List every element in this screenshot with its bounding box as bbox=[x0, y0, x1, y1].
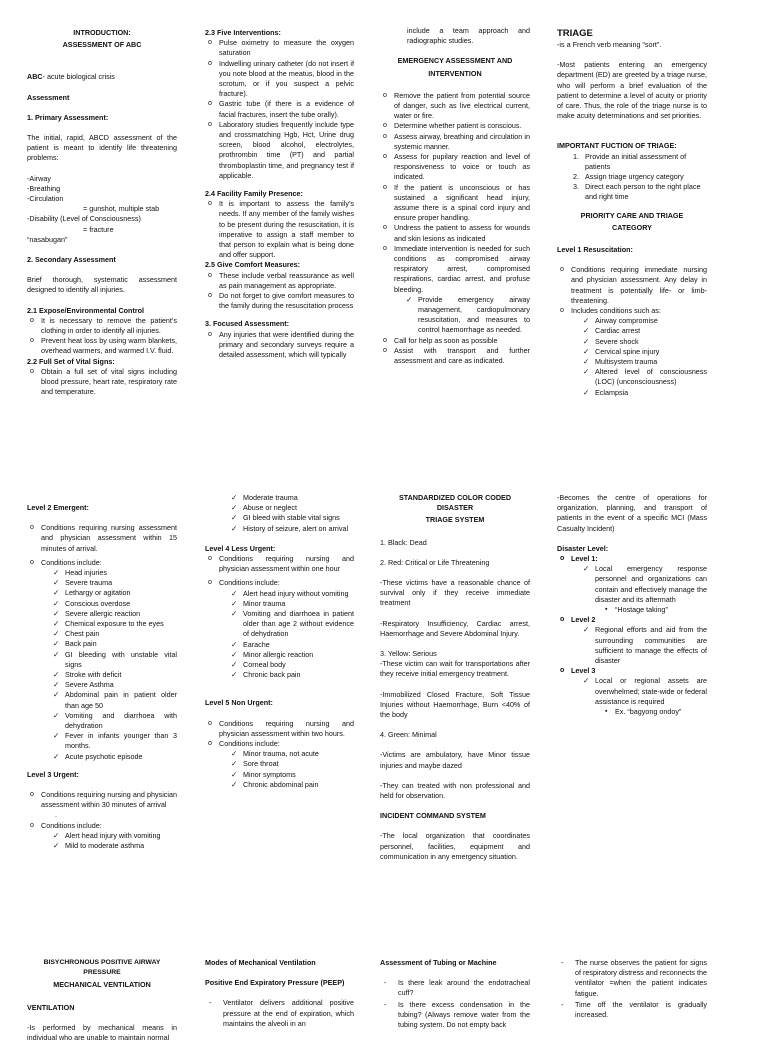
level3-includes bbox=[27, 821, 177, 831]
list-item: o Undress the patient to assess for wounds and skin lesions as indicated bbox=[380, 223, 530, 243]
peep-list bbox=[205, 998, 354, 1029]
primary-text: The initial, rapid, ABCD assessment of the patient is meant to identify life threatening problems: bbox=[27, 133, 177, 163]
list-item: - Is there leak around the endotracheal cuff? bbox=[380, 978, 530, 998]
comfort-heading: 2.5 Give Comfort Measures: bbox=[205, 260, 301, 270]
check-item: ✓ Corneal body bbox=[231, 660, 354, 670]
list-item: - Is there excess condensation in the tubing? (Always remove water from the tubing system. Do not empty back bbox=[380, 1000, 530, 1031]
list-item: - Ventilator delivers additional positive pressure at the end of expiration, which maintains the alveoli in an bbox=[205, 998, 354, 1029]
list-item: o Conditions requiring nursing assessment and physician assessment within 15 minutes of arrival. bbox=[27, 523, 177, 554]
peep-heading: Positive End Expiratory Pressure (PEEP) bbox=[205, 978, 345, 988]
level4-heading: Level 4 Less Urgent: bbox=[205, 543, 276, 553]
red-tag: 2. Red: Critical or Life Threatening bbox=[380, 557, 490, 567]
five-heading: 2.3 Five Interventions: bbox=[205, 28, 281, 37]
green-tag: 4. Green: Minimal bbox=[380, 730, 437, 740]
list-item: o Call for help as soon as possible bbox=[380, 336, 530, 346]
p1-col3 bbox=[380, 26, 530, 374]
secondary-text: Brief thorough, systematic assessment designed to identify all injuries. bbox=[27, 275, 177, 295]
color-coded-title: STANDARDIZED COLOR CODED DISASTER bbox=[398, 493, 512, 513]
p3-col3 bbox=[380, 958, 530, 1034]
ics-heading: INCIDENT COMMAND SYSTEM bbox=[380, 811, 486, 821]
family-list bbox=[205, 199, 354, 260]
p1-title-intro: INTRODUCTION: bbox=[73, 28, 131, 37]
list-item: - The nurse observes the patient for signs of respiratory distress and reconnects the ventilator =when the patient indicates fatigue. bbox=[557, 958, 707, 999]
check-item: ✓ Alert head injury with vomiting bbox=[53, 831, 177, 841]
level1-checks-d bbox=[557, 564, 707, 605]
list-item: o Any injuries that were identified during the primary and secondary surveys require a detailed assessment, which will typically bbox=[205, 330, 354, 361]
expose-heading: 2.1 Expose/Environmental Control bbox=[27, 305, 145, 315]
red-text-2: -Respiratory Insufficiency, Cardiac arrest, Haemorrhage and Severe Abdominal Injury. bbox=[380, 618, 530, 638]
p2-col4 bbox=[557, 493, 707, 725]
intervention-title: INTERVENTION bbox=[428, 68, 482, 78]
check-item: ✓ Altered level of consciousness (LOC) (unconsciousness) bbox=[583, 367, 707, 387]
level3-heading: Level 3 Urgent: bbox=[27, 769, 79, 779]
priority-title: PRIORITY CARE AND TRIAGE bbox=[580, 210, 684, 220]
check-item: ✓ Severe allergic reaction bbox=[53, 609, 177, 619]
list-item: o Prevent heat loss by using warm blankets, overhead warmers, and warmed I.V. fluid. bbox=[27, 336, 177, 356]
list-item: o Conditions include: bbox=[205, 578, 354, 588]
check-item: ✓ Cardiac arrest bbox=[583, 326, 707, 336]
check-item: ✓ Chemical exposure to the eyes bbox=[53, 619, 177, 629]
check-item: ✓ GI bleed with stable vital signs bbox=[231, 513, 354, 523]
assessment-heading: Assessment bbox=[27, 92, 70, 102]
p3-col1 bbox=[27, 958, 177, 1053]
check-item: ✓ Minor trauma bbox=[231, 599, 354, 609]
list-item: - Time off the ventilator is gradually increased. bbox=[557, 1000, 707, 1020]
tubing-list bbox=[380, 978, 530, 1030]
check-item: ✓ Severe Asthma bbox=[53, 680, 177, 690]
list-item: 1. Provide an initial assessment of patients bbox=[581, 152, 707, 172]
vitals-list bbox=[27, 367, 177, 398]
check-item: ✓ Abuse or neglect bbox=[231, 503, 354, 513]
green-text-2: -They can treated with non professional and held for observation. bbox=[380, 780, 530, 801]
triage-title: TRIAGE bbox=[557, 28, 593, 39]
p1-title-abc: ASSESSMENT OF ABC bbox=[62, 40, 142, 50]
team-text: include a team approach and radiographic studies. bbox=[407, 26, 530, 46]
level2-heading: Level 2 Emergent: bbox=[27, 503, 89, 512]
triage-text: -Most patients entering an emergency department (ED) are greeted by a triage nurse, who will perform a brief evaluation of the patient to determine a level of acuity or priority of care. Thus, the role of the triage nurse is to make acuity determinations and set priorities. bbox=[557, 60, 707, 121]
tubing-heading: Assessment of Tubing or Machine bbox=[380, 958, 497, 967]
check-item: ✓ GI bleeding with unstable vital signs bbox=[53, 650, 177, 670]
level5-checks bbox=[205, 749, 354, 790]
p1-col2 bbox=[205, 28, 354, 368]
check-item: ✓ Mild to moderate asthma bbox=[53, 841, 177, 851]
p2-col2 bbox=[205, 493, 354, 798]
list-item: o Conditions include: bbox=[27, 821, 177, 831]
focused-list bbox=[205, 330, 354, 361]
level1-sub bbox=[557, 605, 707, 615]
level2-includes bbox=[27, 558, 177, 568]
disaster-level1 bbox=[557, 554, 707, 564]
primary-heading: 1. Primary Assessment: bbox=[27, 112, 109, 122]
ics-role-text: -Becomes the centre of operations for organization, planning, and transport of patients in the event of a specific MCI (Mass Casualty Incident) bbox=[557, 493, 707, 533]
check-item: ✓ Minor trauma, not acute bbox=[231, 749, 354, 759]
disaster-heading: Disaster Level: bbox=[557, 543, 609, 553]
check-item: ✓ Vomiting and diarrhoea in patient older than age 2 without evidence of dehydration bbox=[231, 609, 354, 640]
check-item: ✓ Local or regional assets are overwhelmed; state-wide or federal assistance is required bbox=[583, 676, 707, 707]
family-heading: 2.4 Facility Family Presence: bbox=[205, 189, 303, 199]
disaster-level2 bbox=[557, 615, 707, 625]
check-item: ✓ Vomiting and diarrhoea with dehydration bbox=[53, 711, 177, 731]
focused-heading: 3. Focused Assessment: bbox=[205, 319, 290, 329]
check-item: ✓ Earache bbox=[231, 640, 354, 650]
check-item: ✓ Conscious overdose bbox=[53, 599, 177, 609]
list-item: o Conditions requiring nursing and physician assessment within 30 minutes of arrival bbox=[27, 790, 177, 810]
black-tag: 1. Black: Dead bbox=[380, 537, 427, 547]
level3-dot: . bbox=[55, 810, 57, 820]
check-item: ✓ Chronic back pain bbox=[231, 670, 354, 680]
check-item: ✓ Provide emergency airway management, cardiopulmonary resuscitation, and measures to control haemorrhage as needed. bbox=[406, 295, 530, 336]
check-item: ✓ Severe trauma bbox=[53, 578, 177, 588]
list-item: o Do not forget to give comfort measures to the family during the resuscitation process bbox=[205, 291, 354, 311]
check-item: ✓ Back pain bbox=[53, 639, 177, 649]
list-item: o Assess airway, breathing and circulation in systemic manner. bbox=[380, 132, 530, 152]
p2-col3 bbox=[380, 493, 530, 872]
comfort-list bbox=[205, 271, 354, 312]
list-item: o Remove the patient from potential source of danger, such as live electrical current, water or fire. bbox=[380, 91, 530, 122]
list-item: o Pulse oximetry to measure the oxygen saturation bbox=[205, 38, 354, 58]
list-item: o Includes conditions such as: bbox=[557, 306, 707, 316]
sub-item: ▪ “Hostage taking” bbox=[605, 605, 707, 615]
secondary-heading: 2. Secondary Assessment bbox=[27, 255, 116, 265]
list-item: o It is necessary to remove the patient’s clothing in order to identify all injuries. bbox=[27, 316, 177, 336]
triage-system-title: TRIAGE SYSTEM bbox=[425, 515, 485, 525]
list-item: o Conditions requiring immediate nursing and physician assessment. Any delay in treatment is potentially life- or limb-threatening. bbox=[557, 265, 707, 306]
ventilation-text: -Is performed by mechanical means in individual who are unable to maintain normal bbox=[27, 1022, 177, 1043]
list-item: o These include verbal reassurance as well as pain management as appropriate. bbox=[205, 271, 354, 291]
level1-checks bbox=[557, 316, 707, 398]
intervention-checks bbox=[380, 295, 530, 336]
emergency-title: EMERGENCY ASSESSMENT AND bbox=[397, 56, 513, 66]
check-item: ✓ Multisystem trauma bbox=[583, 357, 707, 367]
check-item: ✓ History of seizure, alert on arrival bbox=[231, 524, 354, 534]
check-item: ✓ Alert head injury without vomiting bbox=[231, 589, 354, 599]
check-item: ✓ Abdominal pain in patient older than age 50 bbox=[53, 690, 177, 710]
list-item: o Conditions include: bbox=[205, 739, 354, 749]
mech-vent-title: MECHANICAL VENTILATION bbox=[53, 980, 151, 990]
list-item: o Indwelling urinary catheter (do not insert if you note blood at the meatus, blood in the scrotum, or if you suspect a pelvic fracture). bbox=[205, 59, 354, 100]
function-heading: IMPORTANT FUCTION OF TRIAGE: bbox=[557, 141, 677, 151]
level3-checks bbox=[27, 831, 177, 851]
disaster-level3 bbox=[557, 666, 707, 676]
vitals-heading: 2.2 Full Set of Vital Signs: bbox=[27, 356, 115, 366]
check-item: ✓ Local emergency response personnel and organizations can contain and effectively manage the disaster and its aftermath bbox=[583, 564, 707, 605]
list-item: o Conditions requiring nursing and physician assessment within one hour bbox=[205, 554, 354, 574]
list-item: o Immediate intervention is needed for such conditions as compromised airway respiratory arrest, compromised respirations, cardiac arrest, and profuse bleeding. bbox=[380, 244, 530, 295]
triage-definition: -is a French verb meaning “sort”. bbox=[557, 40, 662, 49]
check-item: ✓ Cervical spine injury bbox=[583, 347, 707, 357]
bipap-title: BISYCHRONOUS POSITIVE AIRWAY PRESSURE bbox=[43, 959, 161, 977]
check-item: ✓ Airway compromise bbox=[583, 316, 707, 326]
list-item: o It is important to assess the family’s needs. If any member of the family wishes to be present during the resuscitation, it is imperative to assign a staff member to that person to explain what is being done and offer support. bbox=[205, 199, 354, 260]
list-item: o Determine whether patient is conscious. bbox=[380, 121, 530, 131]
check-item: ✓ Stroke with deficit bbox=[53, 670, 177, 680]
p1-col4 bbox=[557, 28, 707, 406]
list-item: o Conditions include: bbox=[27, 558, 177, 568]
weaning-list bbox=[557, 958, 707, 1020]
sub-item: ▪ Ex. “bagyong ondoy” bbox=[605, 707, 707, 717]
p1-col1 bbox=[27, 28, 177, 405]
check-item: ✓ Severe shock bbox=[583, 337, 707, 347]
list-item: o If the patient is unconscious or has sustained a significant head injury, assume there is a spinal cord injury and ensure proper handling. bbox=[380, 183, 530, 224]
modes-heading: Modes of Mechanical Ventilation bbox=[205, 958, 316, 967]
intervention-list-2 bbox=[380, 336, 530, 367]
abcd-list: -Airway -Breathing -Circulation = gunshot, multiple stab -Disability (Level of Consciousness) = fracture “nasabugan” bbox=[27, 173, 160, 244]
check-item: ✓ Regional efforts and aid from the surrounding communities are sufficient to manage the effects of disaster bbox=[583, 625, 707, 666]
abc-definition: ABC- acute biological crisis bbox=[27, 72, 115, 82]
list-item: o Laboratory studies frequently include type and crossmatching Hgb, Hct, Urine drug screen, blood alcohol, electrolytes, prothrombin time (PT) and partial thromboplastin time, and pregnancy test if applicable. bbox=[205, 120, 354, 181]
level4-includes bbox=[205, 578, 354, 588]
yellow-text-2: -Immobilized Closed Fracture, Soft Tissue Injuries without Haemorrhage, Burn <40% of the body bbox=[380, 689, 530, 720]
p3-col2 bbox=[205, 958, 354, 1033]
red-text-1: -These victims have a reasonable chance of survival only if they receive immediate treatment bbox=[380, 578, 530, 608]
ventilation-heading: VENTILATION bbox=[27, 1002, 75, 1012]
level3-sub bbox=[557, 707, 707, 717]
check-item: ✓ Chronic abdominal pain bbox=[231, 780, 354, 790]
list-item: o Level 1: bbox=[557, 554, 707, 564]
level4-list bbox=[205, 554, 354, 574]
check-item: ✓ Fever in infants younger than 3 months. bbox=[53, 731, 177, 751]
list-item: o Level 3 bbox=[557, 666, 707, 676]
green-text-1: -Victims are ambulatory, have Minor tissue injuries and maybe dazed bbox=[380, 750, 530, 770]
list-item: o Obtain a full set of vital signs including blood pressure, heart rate, respiratory rate and temperature. bbox=[27, 367, 177, 398]
level5-list bbox=[205, 719, 354, 750]
list-item: o Assess for pupilary reaction and level of responsiveness to voice or touch as indicated. bbox=[380, 152, 530, 183]
ics-text: -The local organization that coordinates personnel, facilities, equipment and communication in any emergency situation. bbox=[380, 831, 530, 861]
list-item: o Gastric tube (if there is a evidence of facial fractures, insert the tube orally). bbox=[205, 99, 354, 119]
expose-list bbox=[27, 316, 177, 357]
yellow-tag: 3. Yellow: Serious bbox=[380, 649, 437, 659]
p3-col4 bbox=[557, 958, 707, 1024]
check-item: ✓ Minor allergic reaction bbox=[231, 650, 354, 660]
intervention-list bbox=[380, 91, 530, 295]
list-item: o Conditions requiring nursing and physician assessment within two hours. bbox=[205, 719, 354, 739]
check-item: ✓ Lethargy or agitation bbox=[53, 588, 177, 598]
level3-checks-d bbox=[557, 676, 707, 707]
list-item: o Assist with transport and further assessment and care as indicated. bbox=[380, 346, 530, 366]
level2-checks bbox=[27, 568, 177, 762]
check-item: ✓ Minor symptoms bbox=[231, 770, 354, 780]
level2-list bbox=[27, 523, 177, 554]
level1-list bbox=[557, 265, 707, 316]
check-item: ✓ Acute psychotic episode bbox=[53, 752, 177, 762]
list-item: 2. Assign triage urgency category bbox=[581, 172, 707, 182]
five-list bbox=[205, 38, 354, 181]
level3-list bbox=[27, 790, 177, 810]
level5-heading: Level 5 Non Urgent: bbox=[205, 698, 273, 708]
check-item: ✓ Eclampsia bbox=[583, 388, 707, 398]
check-item: ✓ Chest pain bbox=[53, 629, 177, 639]
list-item: 3. Direct each person to the right place and right time bbox=[581, 182, 707, 202]
yellow-text-1: -These victim can wait for transportations after they receive initial emergency treatment. bbox=[380, 659, 530, 679]
level3-more-checks bbox=[205, 493, 354, 534]
check-item: ✓ Head injuries bbox=[53, 568, 177, 578]
list-item: o Level 2 bbox=[557, 615, 707, 625]
p2-col1 bbox=[27, 503, 177, 859]
function-list bbox=[557, 152, 707, 203]
check-item: ✓ Moderate trauma bbox=[231, 493, 354, 503]
check-item: ✓ Sore throat bbox=[231, 759, 354, 769]
level2-checks-d bbox=[557, 625, 707, 666]
level4-checks bbox=[205, 589, 354, 681]
level1-heading: Level 1 Resuscitation: bbox=[557, 245, 633, 255]
category-title: CATEGORY bbox=[612, 222, 652, 232]
